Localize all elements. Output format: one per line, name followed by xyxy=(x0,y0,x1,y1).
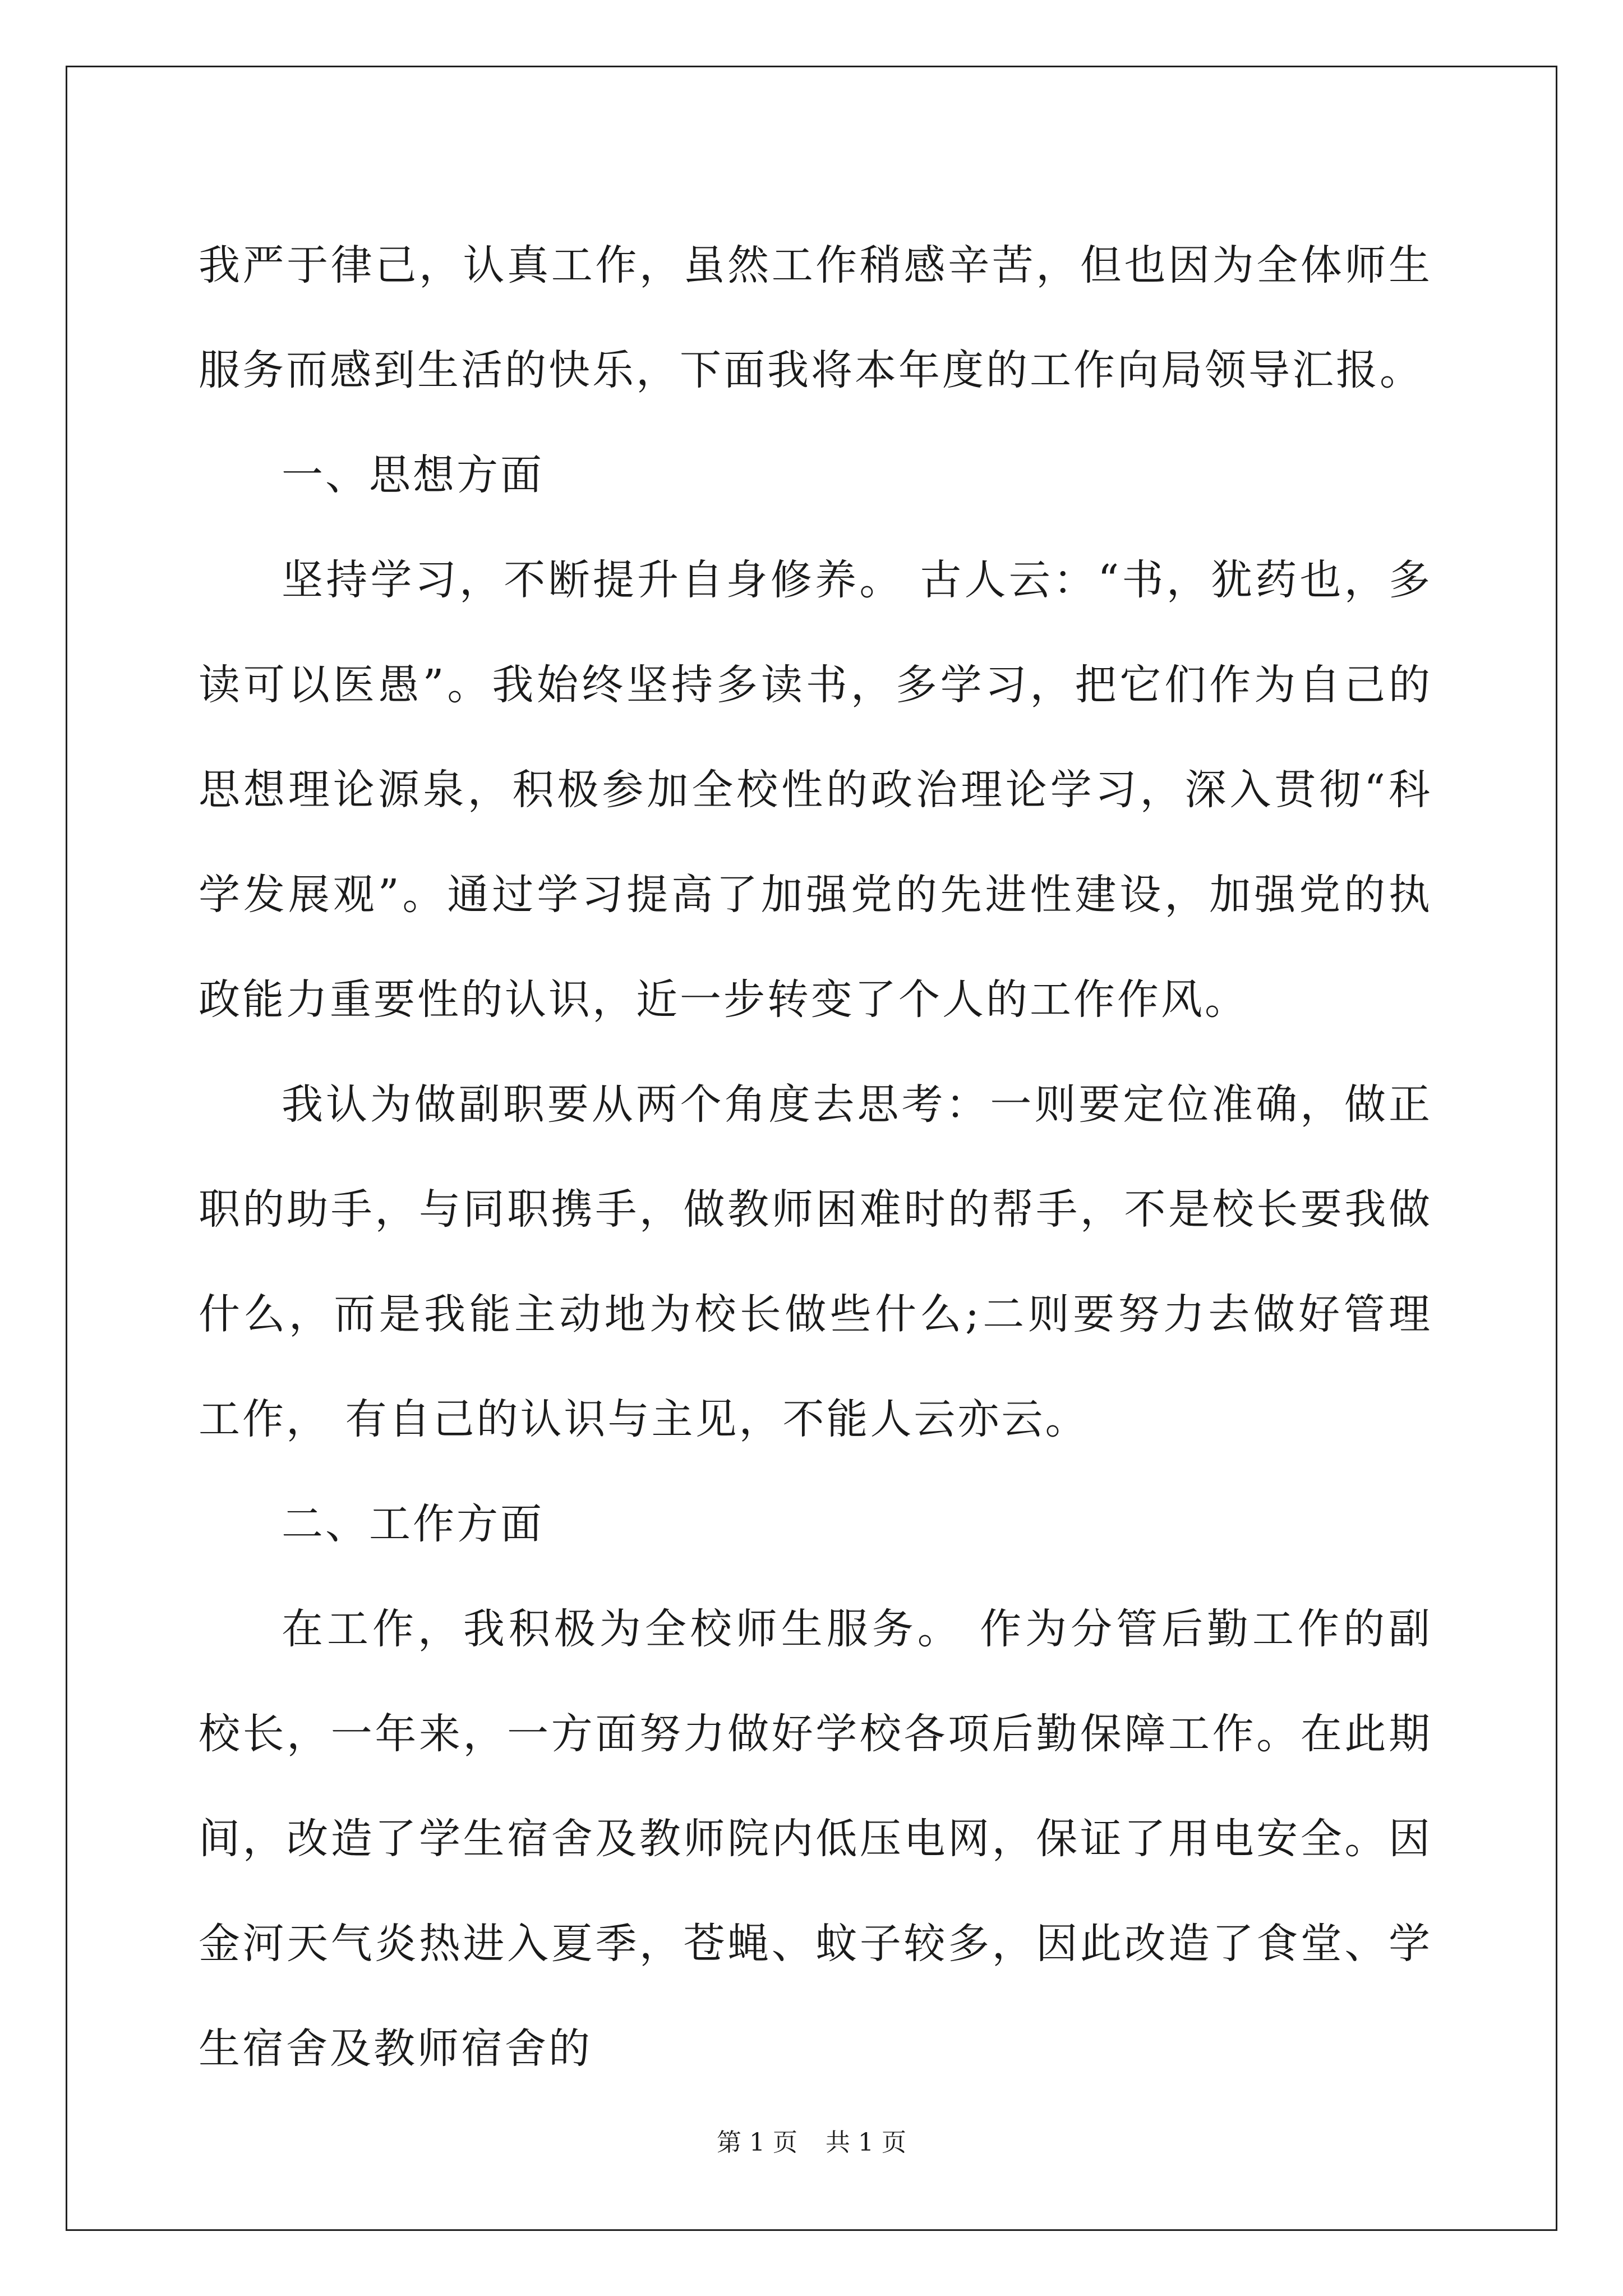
paragraph-1: 我严于律己，认真工作，虽然工作稍感辛苦，但也因为全体师生服务而感到生活的快乐，下面我将本年度的工作向局领导汇报。 xyxy=(199,241,1432,394)
section-heading-thought: 一、思想方面 xyxy=(282,451,544,499)
page-number: 第 1 页 xyxy=(717,2128,797,2157)
page-footer xyxy=(0,2126,1623,2160)
paragraph-4: 在工作，我积极为全校师生服务。 作为分管后勤工作的副校长，一年来，一方面努力做好学校各项后勤保障工作。在此期间，改造了学生宿舍及教师院内低压电网，保证了用电安全。因金河天气炎热进入夏季，苍蝇、蚊子较多，因此改造了食堂、学生宿舍及教师宿舍的 xyxy=(199,1605,1432,2073)
paragraph-2: 坚持学习，不断提升自身修养。 古人云：“书，犹药也，多读可以医愚”。我始终坚持多读书，多学习，把它们作为自己的思想理论源泉，积极参加全校性的政治理论学习，深入贯彻“科学发展观”。通过学习提高了加强党的先进性建设，加强党的执政能力重要性的认识，近一步转变了个人的工作作风。 xyxy=(199,556,1432,1024)
page-total: 共 1 页 xyxy=(826,2128,906,2157)
paragraph-3: 我认为做副职要从两个角度去思考：一则要定位准确，做正职的助手，与同职携手，做教师困难时的帮手，不是校长要我做什么，而是我能主动地为校长做些什么;二则要努力去做好管理工作， 有自己的认识与主见，不能人云亦云。 xyxy=(199,1080,1432,1443)
document-body xyxy=(199,213,1432,2101)
section-heading-work: 二、工作方面 xyxy=(282,1500,544,1548)
